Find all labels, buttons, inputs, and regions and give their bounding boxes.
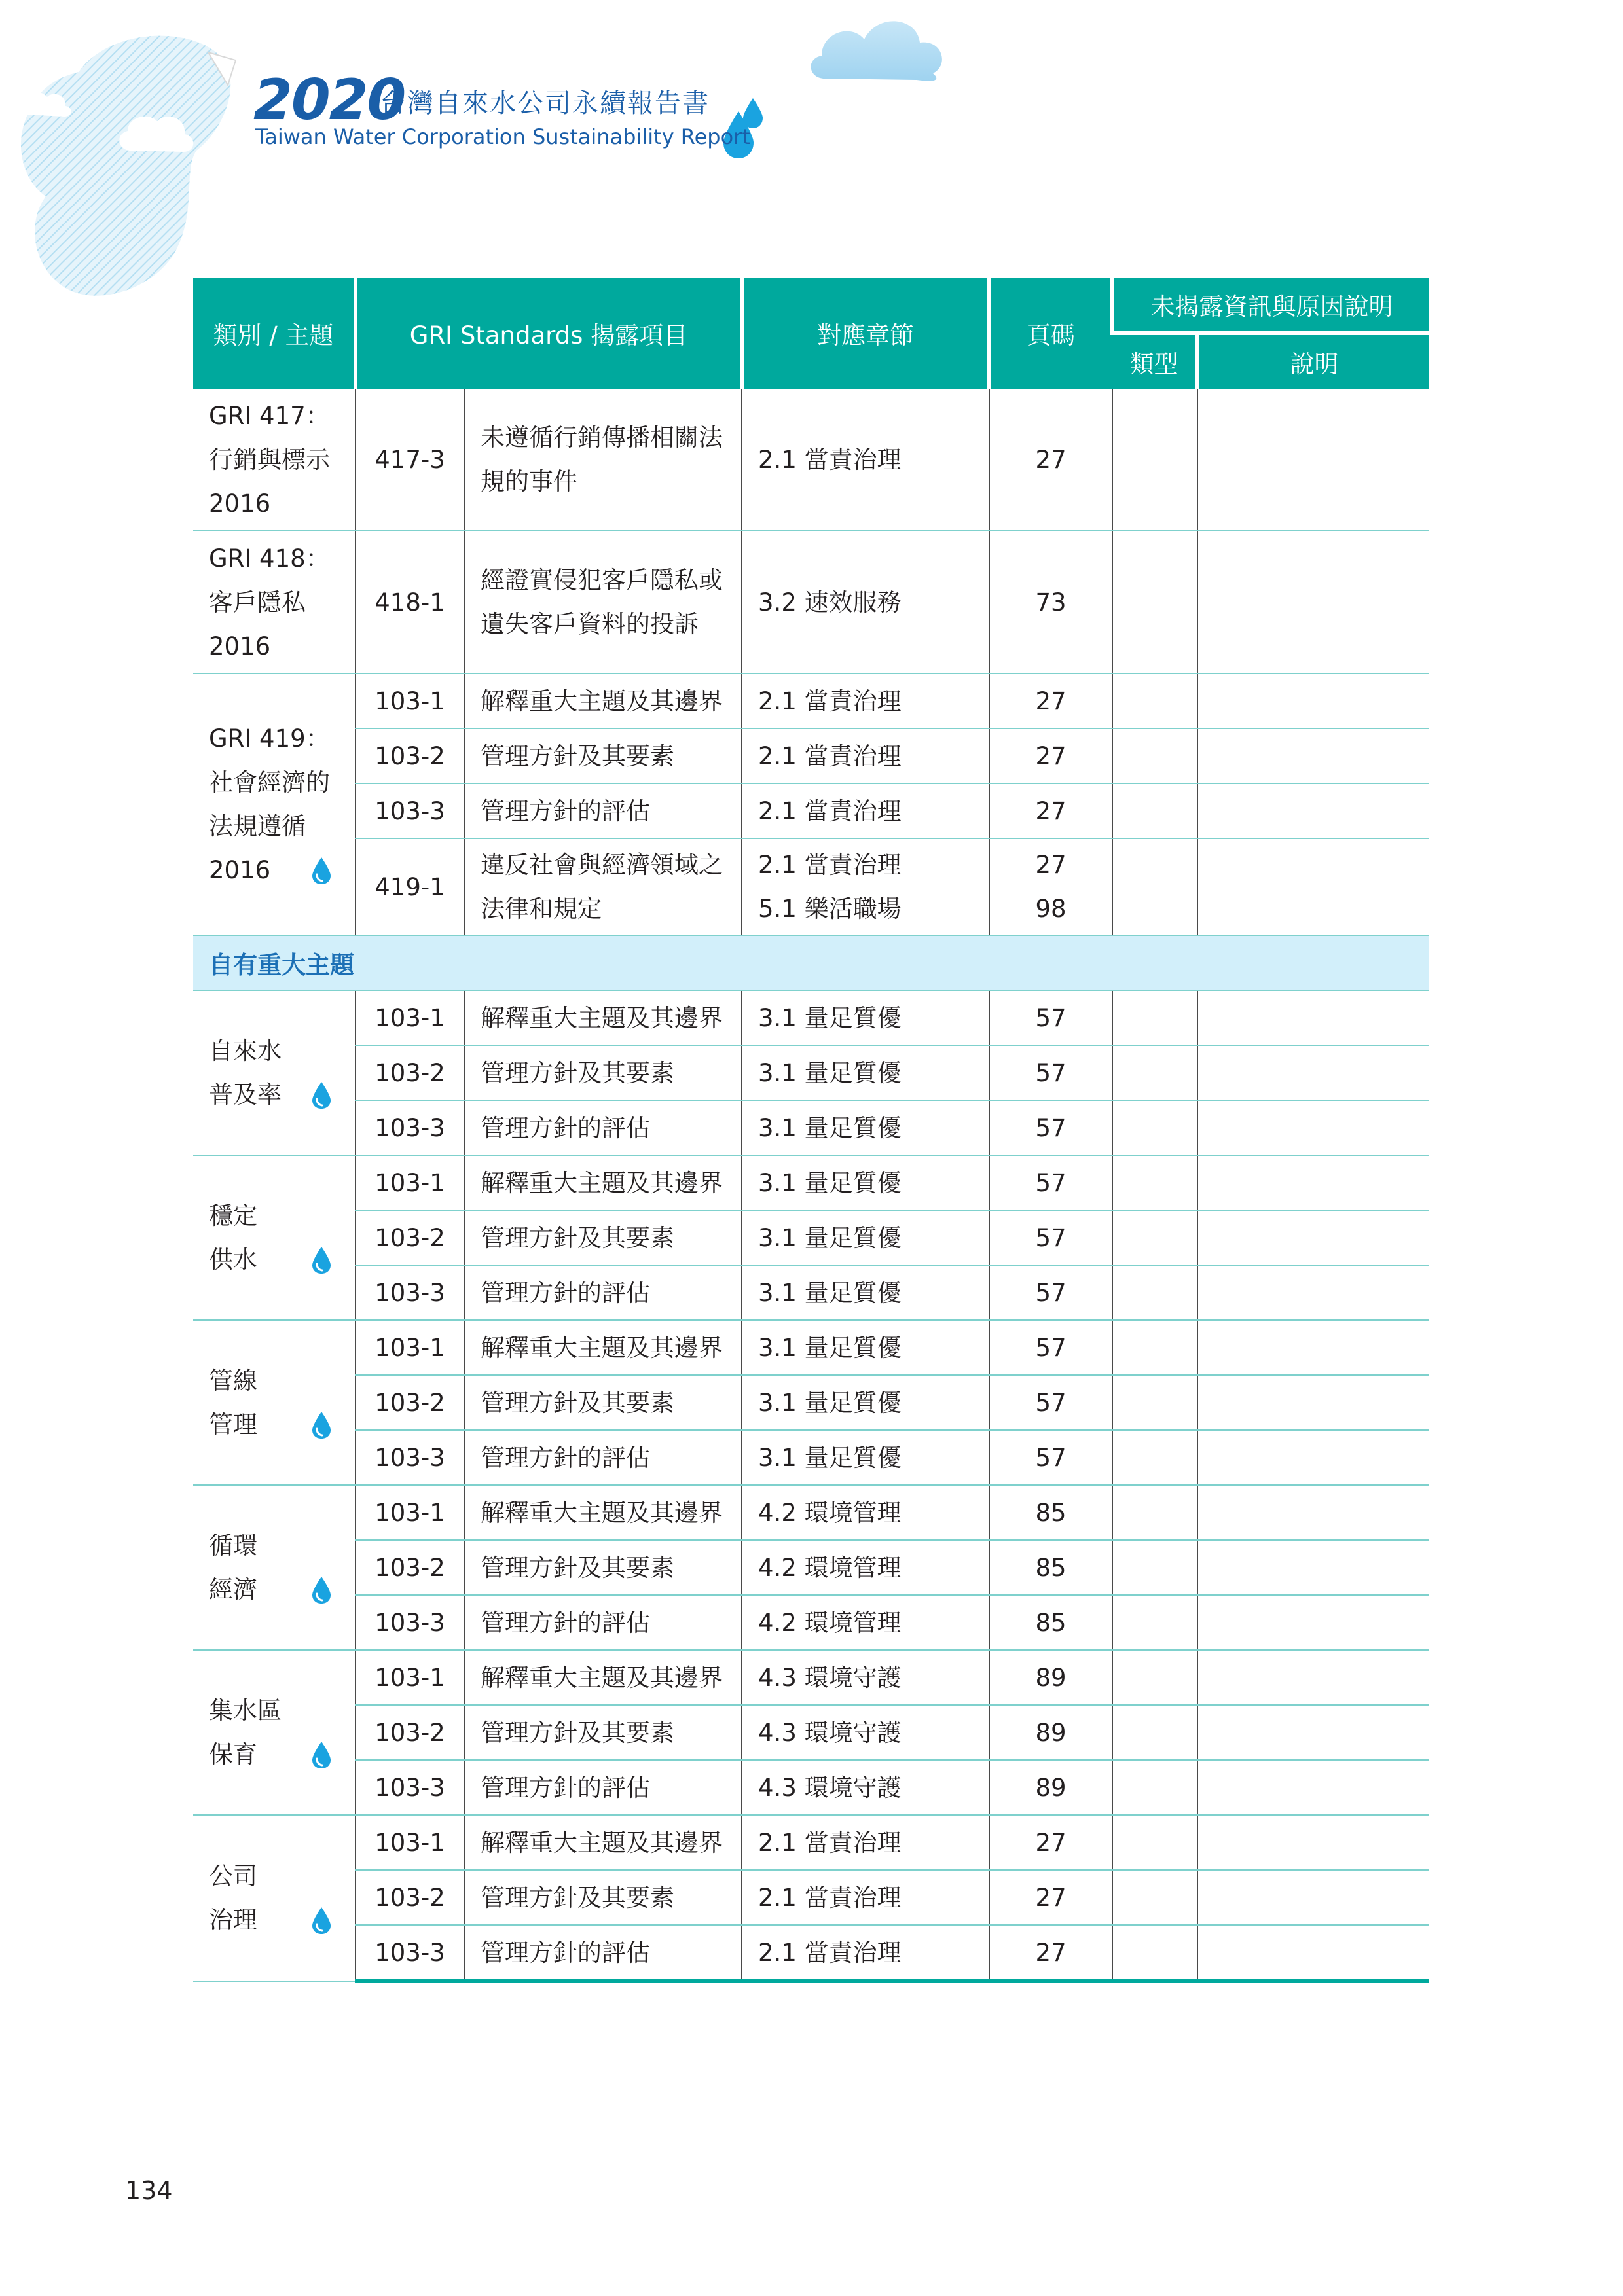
disclosure-code: 103-2 — [356, 728, 464, 783]
omission-type-cell — [1112, 1375, 1197, 1430]
omission-desc-cell — [1197, 783, 1429, 838]
disclosure-item: 管理方針及其要素 — [464, 728, 742, 783]
omission-desc-cell — [1197, 1155, 1429, 1210]
item-line: 經證實侵犯客戶隱私或 — [481, 566, 723, 594]
omission-desc-cell — [1197, 1265, 1429, 1320]
table-row — [193, 1760, 1429, 1815]
disclosure-code: 103-2 — [356, 1210, 464, 1265]
disclosure-code: 103-3 — [356, 1760, 464, 1815]
disclosure-item: 解釋重大主題及其邊界 — [464, 1155, 742, 1210]
table-row — [193, 838, 1429, 935]
omission-type-cell — [1112, 838, 1197, 935]
disclosure-item: 管理方針的評估 — [464, 783, 742, 838]
table-row — [193, 1540, 1429, 1595]
disclosure-code: 419-1 — [356, 838, 464, 935]
report-title-zh: 台灣自來水公司永續報告書 — [380, 88, 710, 118]
chapter-cell: 3.1 量足質優 — [742, 1045, 989, 1100]
page-cell: 57 — [989, 1375, 1112, 1430]
water-drop-icon — [310, 856, 333, 885]
disclosure-code: 103-2 — [356, 1870, 464, 1925]
disclosure-item: 管理方針的評估 — [464, 1595, 742, 1650]
omission-desc-cell — [1197, 1375, 1429, 1430]
disclosure-code: 103-3 — [356, 783, 464, 838]
page-cell: 27 — [989, 1870, 1112, 1925]
category-line: 穩定 — [209, 1202, 257, 1230]
disclosure-code: 103-2 — [356, 1375, 464, 1430]
chapter-cell: 3.1 量足質優 — [742, 1320, 989, 1375]
category-line: GRI 419： — [209, 725, 330, 753]
category-line: 管線 — [209, 1367, 257, 1395]
disclosure-code: 103-1 — [356, 1155, 464, 1210]
chapter-cell: 4.3 環境守護 — [742, 1760, 989, 1815]
omission-desc-cell — [1197, 1650, 1429, 1705]
chapter-cell: 3.1 量足質優 — [742, 1210, 989, 1265]
page-cell — [989, 838, 1112, 935]
header-omission-desc: 說明 — [1197, 333, 1429, 389]
chapter-cell: 3.1 量足質優 — [742, 1375, 989, 1430]
table-row — [193, 783, 1429, 838]
omission-type-cell — [1112, 1925, 1197, 1981]
disclosure-code: 103-1 — [356, 1815, 464, 1870]
header-page: 頁碼 — [989, 278, 1112, 389]
category-cell — [193, 1320, 356, 1485]
category-cell — [193, 1485, 356, 1650]
disclosure-item: 解釋重大主題及其邊界 — [464, 1815, 742, 1870]
water-drop-icon — [310, 1575, 333, 1604]
chapter-cell: 2.1 當責治理 — [742, 673, 989, 728]
omission-desc-cell — [1197, 1925, 1429, 1981]
omission-type-cell — [1112, 1100, 1197, 1155]
disclosure-code: 418-1 — [356, 531, 464, 673]
chapter-cell: 4.3 環境守護 — [742, 1650, 989, 1705]
item-line: 規的事件 — [481, 467, 577, 495]
page-cell: 85 — [989, 1540, 1112, 1595]
chapter-cell: 3.1 量足質優 — [742, 1430, 989, 1485]
disclosure-item: 管理方針及其要素 — [464, 1375, 742, 1430]
omission-desc-cell — [1197, 1485, 1429, 1540]
table-row — [193, 1870, 1429, 1925]
category-line: 管理 — [209, 1410, 257, 1439]
page-cell: 57 — [989, 1430, 1112, 1485]
omission-desc-cell — [1197, 1320, 1429, 1375]
omission-type-cell — [1112, 1265, 1197, 1320]
item-line: 遺失客戶資料的投訴 — [481, 610, 699, 638]
disclosure-item: 管理方針及其要素 — [464, 1540, 742, 1595]
category-line: 供水 — [209, 1246, 257, 1274]
disclosure-code: 103-2 — [356, 1540, 464, 1595]
omission-desc-cell — [1197, 531, 1429, 673]
page-cell: 27 — [989, 673, 1112, 728]
omission-desc-cell — [1197, 1760, 1429, 1815]
disclosure-item — [464, 389, 742, 531]
page-cell: 57 — [989, 1045, 1112, 1100]
page-cell: 85 — [989, 1595, 1112, 1650]
disclosure-code: 103-1 — [356, 1320, 464, 1375]
omission-type-cell — [1112, 1485, 1197, 1540]
page-line: 98 — [1035, 895, 1067, 923]
page-number: 134 — [125, 2176, 173, 2205]
table-row — [193, 990, 1429, 1045]
page-cell: 27 — [989, 728, 1112, 783]
category-line: 客戶隱私 — [209, 588, 306, 617]
page-cell: 57 — [989, 1155, 1112, 1210]
page-cell: 57 — [989, 1320, 1112, 1375]
chapter-cell: 2.1 當責治理 — [742, 1925, 989, 1981]
page-line: 27 — [1035, 851, 1067, 879]
item-line: 法律和規定 — [481, 895, 602, 923]
omission-type-cell — [1112, 531, 1197, 673]
disclosure-item: 管理方針的評估 — [464, 1925, 742, 1981]
page-cell: 57 — [989, 990, 1112, 1045]
category-cell — [193, 990, 356, 1155]
table-row — [193, 1210, 1429, 1265]
chapter-cell: 2.1 當責治理 — [742, 783, 989, 838]
water-drop-icon — [310, 1246, 333, 1274]
table-header-row — [193, 278, 1429, 333]
category-line: 循環 — [209, 1532, 257, 1560]
category-line: 普及率 — [209, 1081, 282, 1109]
material-topics-body — [193, 990, 1429, 1981]
page-cell: 57 — [989, 1100, 1112, 1155]
category-cell — [193, 1155, 356, 1320]
category-line: 保育 — [209, 1740, 257, 1768]
disclosure-code: 103-3 — [356, 1430, 464, 1485]
disclosure-code: 103-1 — [356, 1650, 464, 1705]
omission-desc-cell — [1197, 389, 1429, 531]
category-line: GRI 417： — [209, 401, 330, 430]
chapter-cell: 2.1 當責治理 — [742, 728, 989, 783]
omission-type-cell — [1112, 1705, 1197, 1760]
table-row — [193, 1705, 1429, 1760]
omission-desc-cell — [1197, 1430, 1429, 1485]
report-year: 2020 — [253, 67, 405, 133]
water-drop-icon — [310, 1740, 333, 1769]
disclosure-code: 103-3 — [356, 1265, 464, 1320]
omission-desc-cell — [1197, 1870, 1429, 1925]
disclosure-item: 管理方針的評估 — [464, 1430, 742, 1485]
page-cell: 89 — [989, 1650, 1112, 1705]
omission-desc-cell — [1197, 1705, 1429, 1760]
omission-desc-cell — [1197, 1595, 1429, 1650]
chapter-line: 2.1 當責治理 — [758, 851, 902, 879]
header-disclosure: GRI Standards 揭露項目 — [356, 278, 742, 389]
omission-type-cell — [1112, 1155, 1197, 1210]
table-row — [193, 728, 1429, 783]
category-line: 集水區 — [209, 1696, 282, 1725]
chapter-cell: 3.1 量足質優 — [742, 1265, 989, 1320]
omission-type-cell — [1112, 389, 1197, 531]
page-cell: 85 — [989, 1485, 1112, 1540]
omission-type-cell — [1112, 1540, 1197, 1595]
table-row — [193, 1045, 1429, 1100]
chapter-cell: 2.1 當責治理 — [742, 1870, 989, 1925]
table-row — [193, 1155, 1429, 1210]
item-line: 未遵循行銷傳播相關法 — [481, 423, 723, 452]
header-omission: 未揭露資訊與原因說明 — [1112, 278, 1429, 333]
category-line: 經濟 — [209, 1575, 257, 1604]
header-omission-type: 類型 — [1112, 333, 1197, 389]
page-cell: 27 — [989, 389, 1112, 531]
omission-desc-cell — [1197, 838, 1429, 935]
category-cell — [193, 1815, 356, 1981]
omission-desc-cell — [1197, 728, 1429, 783]
omission-type-cell — [1112, 783, 1197, 838]
table-row — [193, 1375, 1429, 1430]
table-row — [193, 1320, 1429, 1375]
disclosure-code: 103-2 — [356, 1045, 464, 1100]
omission-type-cell — [1112, 1650, 1197, 1705]
table-row — [193, 1815, 1429, 1870]
disclosure-code: 103-3 — [356, 1100, 464, 1155]
striped-blob-shape — [21, 36, 230, 296]
disclosure-code: 103-3 — [356, 1925, 464, 1981]
omission-desc-cell — [1197, 990, 1429, 1045]
omission-desc-cell — [1197, 1100, 1429, 1155]
chapter-cell: 4.3 環境守護 — [742, 1705, 989, 1760]
page-cell: 57 — [989, 1210, 1112, 1265]
category-cell — [193, 673, 356, 935]
category-cell — [193, 1650, 356, 1815]
chapter-cell: 4.2 環境管理 — [742, 1485, 989, 1540]
chapter-line: 5.1 樂活職場 — [758, 895, 902, 923]
omission-type-cell — [1112, 1815, 1197, 1870]
chapter-cell: 2.1 當責治理 — [742, 389, 989, 531]
category-line: 法規遵循 — [209, 812, 306, 840]
category-line: 公司 — [209, 1862, 257, 1890]
omission-type-cell — [1112, 1210, 1197, 1265]
section-header-row — [193, 935, 1429, 990]
disclosure-item: 管理方針的評估 — [464, 1265, 742, 1320]
item-line: 違反社會與經濟領域之 — [481, 851, 723, 879]
page-cell: 27 — [989, 783, 1112, 838]
water-drop-icon — [310, 1410, 333, 1439]
category-line: 行銷與標示 — [209, 445, 330, 474]
omission-desc-cell — [1197, 1540, 1429, 1595]
chapter-cell: 3.1 量足質優 — [742, 1155, 989, 1210]
disclosure-item: 管理方針及其要素 — [464, 1045, 742, 1100]
disclosure-code: 103-1 — [356, 1485, 464, 1540]
disclosure-item: 管理方針及其要素 — [464, 1705, 742, 1760]
disclosure-item: 解釋重大主題及其邊界 — [464, 990, 742, 1045]
disclosure-code: 103-2 — [356, 1705, 464, 1760]
section-title: 自有重大主題 — [193, 935, 1429, 990]
water-drop-icon — [310, 1081, 333, 1109]
chapter-cell: 3.1 量足質優 — [742, 990, 989, 1045]
omission-type-cell — [1112, 1320, 1197, 1375]
disclosure-item: 管理方針的評估 — [464, 1100, 742, 1155]
table-row — [193, 531, 1429, 673]
header-chapter: 對應章節 — [742, 278, 989, 389]
report-title-en: Taiwan Water Corporation Sustainability Report — [255, 124, 750, 149]
disclosure-code: 103-1 — [356, 990, 464, 1045]
chapter-cell: 2.1 當責治理 — [742, 1815, 989, 1870]
gri-index-table — [193, 278, 1429, 1983]
chapter-cell — [742, 838, 989, 935]
omission-desc-cell — [1197, 1045, 1429, 1100]
category-line: 2016 — [209, 632, 271, 660]
omission-type-cell — [1112, 1595, 1197, 1650]
table-row — [193, 673, 1429, 728]
page-cell: 73 — [989, 531, 1112, 673]
omission-type-cell — [1112, 1760, 1197, 1815]
disclosure-item: 管理方針的評估 — [464, 1760, 742, 1815]
disclosure-code: 103-3 — [356, 1595, 464, 1650]
page-cell: 89 — [989, 1705, 1112, 1760]
table-row — [193, 389, 1429, 531]
disclosure-code: 417-3 — [356, 389, 464, 531]
omission-type-cell — [1112, 728, 1197, 783]
chapter-cell: 4.2 環境管理 — [742, 1540, 989, 1595]
omission-type-cell — [1112, 1430, 1197, 1485]
table-row — [193, 1485, 1429, 1540]
chapter-cell: 4.2 環境管理 — [742, 1595, 989, 1650]
page-cell: 27 — [989, 1815, 1112, 1870]
water-drop-icon — [310, 1906, 333, 1935]
page-cell: 89 — [989, 1760, 1112, 1815]
category-line: 社會經濟的 — [209, 768, 330, 797]
page-cell: 27 — [989, 1925, 1112, 1981]
category-line: 2016 — [209, 489, 271, 518]
page-cell: 57 — [989, 1265, 1112, 1320]
disclosure-item — [464, 531, 742, 673]
table-row — [193, 1925, 1429, 1981]
category-cell — [193, 531, 356, 673]
omission-desc-cell — [1197, 1815, 1429, 1870]
table-row — [193, 1650, 1429, 1705]
table-row — [193, 1595, 1429, 1650]
disclosure-code: 103-1 — [356, 673, 464, 728]
category-line: 2016 — [209, 856, 271, 884]
table-row — [193, 1430, 1429, 1485]
header-category: 類別 / 主題 — [193, 278, 356, 389]
table-row — [193, 1265, 1429, 1320]
blue-cloud-shape — [811, 21, 942, 81]
table-row — [193, 1100, 1429, 1155]
disclosure-item: 管理方針及其要素 — [464, 1870, 742, 1925]
omission-desc-cell — [1197, 673, 1429, 728]
omission-type-cell — [1112, 1870, 1197, 1925]
disclosure-item — [464, 838, 742, 935]
category-line: 治理 — [209, 1906, 257, 1934]
omission-type-cell — [1112, 673, 1197, 728]
disclosure-item: 解釋重大主題及其邊界 — [464, 1485, 742, 1540]
disclosure-item: 解釋重大主題及其邊界 — [464, 673, 742, 728]
category-line: 自來水 — [209, 1037, 282, 1065]
category-line: GRI 418： — [209, 544, 330, 573]
chapter-cell: 3.1 量足質優 — [742, 1100, 989, 1155]
disclosure-item: 解釋重大主題及其邊界 — [464, 1650, 742, 1705]
omission-type-cell — [1112, 1045, 1197, 1100]
chapter-cell: 3.2 速效服務 — [742, 531, 989, 673]
category-cell — [193, 389, 356, 531]
disclosure-item: 管理方針及其要素 — [464, 1210, 742, 1265]
omission-desc-cell — [1197, 1210, 1429, 1265]
disclosure-item: 解釋重大主題及其邊界 — [464, 1320, 742, 1375]
omission-type-cell — [1112, 990, 1197, 1045]
